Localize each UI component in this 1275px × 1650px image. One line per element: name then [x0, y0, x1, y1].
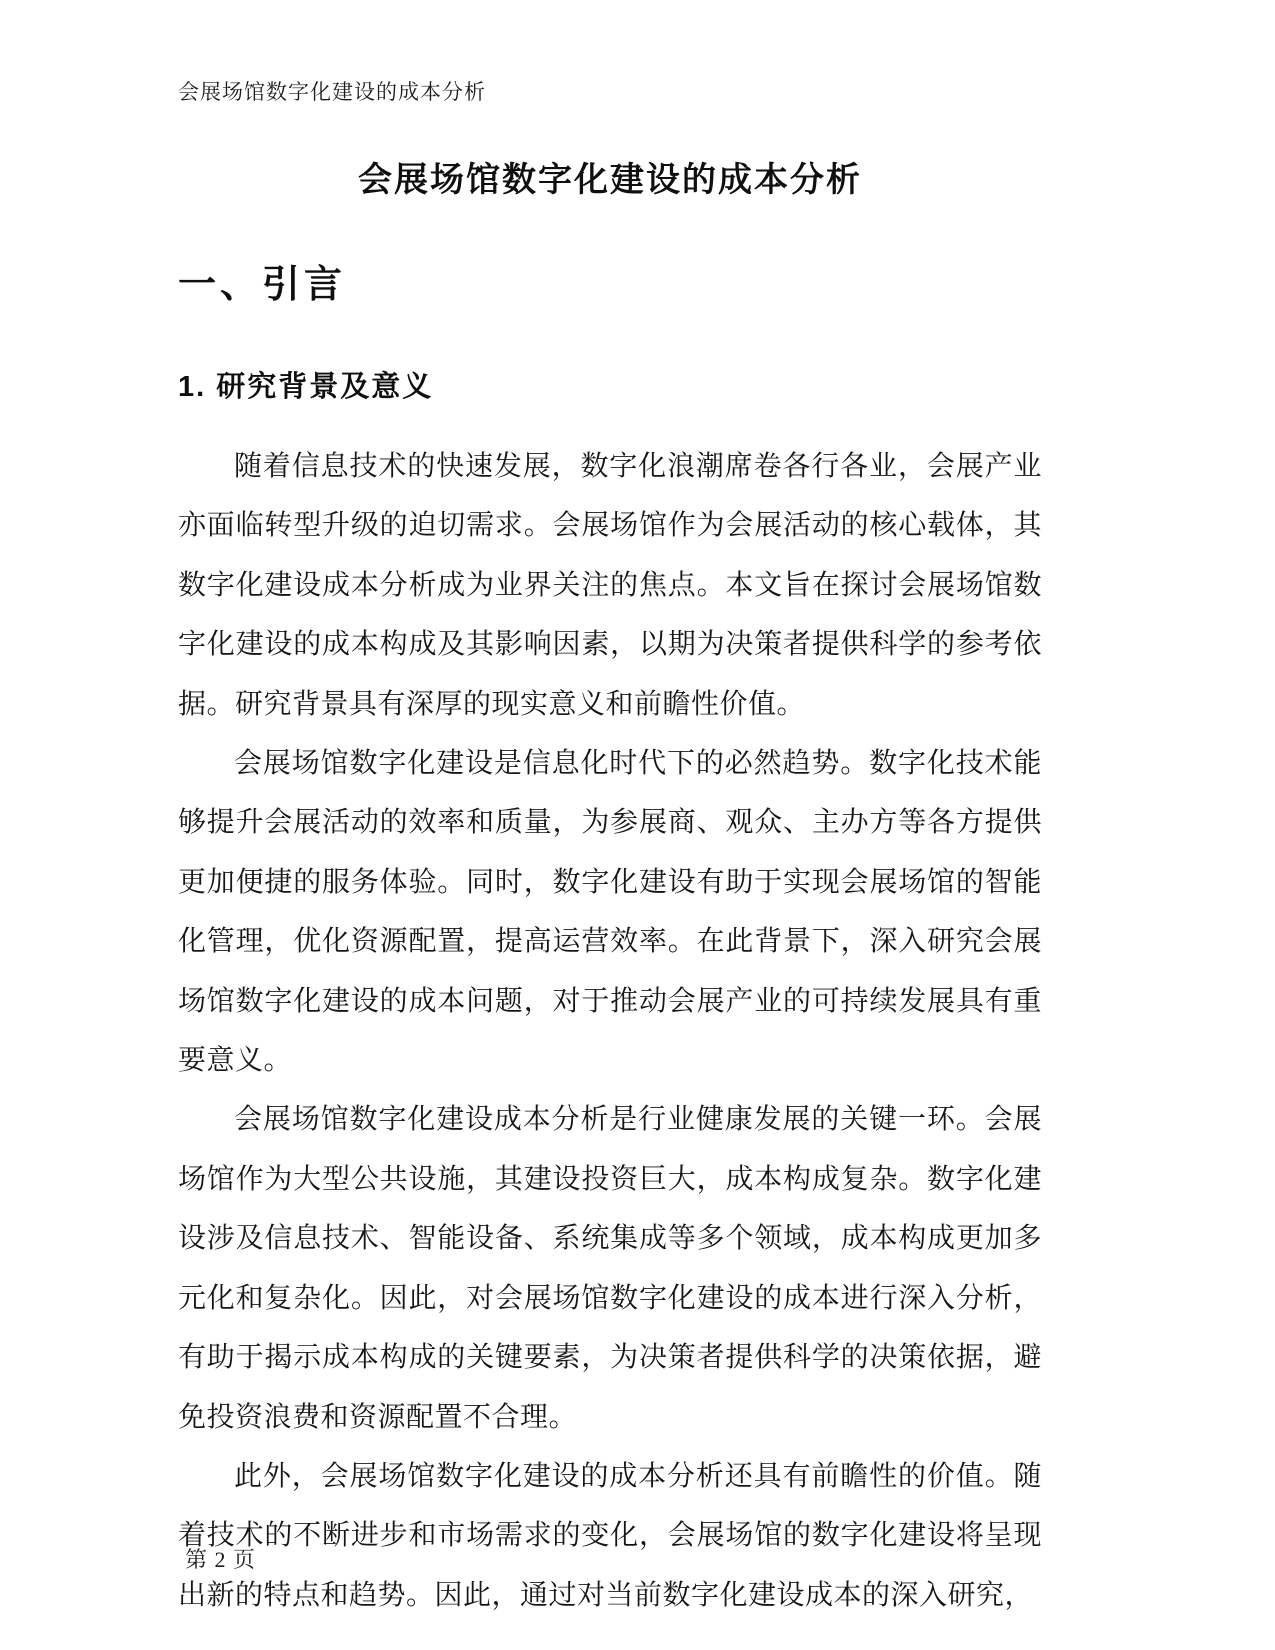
paragraph: 此外，会展场馆数字化建设的成本分析还具有前瞻性的价值。随着技术的不断进步和市场需求的变化，会展场馆的数字化建设将呈现出新的特点和趋势。因此，通过对当前数字化建设成本的深入研究，: [178, 1460, 1042, 1611]
document-title: 会展场馆数字化建设的成本分析: [358, 162, 862, 199]
paragraph: 会展场馆数字化建设是信息化时代下的必然趋势。数字化技术能够提升会展活动的效率和质量，为参展商、观众、主办方等各方提供更加便捷的服务体验。同时，数字化建设有助于实现会展场馆的智能化管理，优化资源配置，提高运营效率。在此背景下，深入研究会展场馆数字化建设的成本问题，对于推动会展产业的可持续发展具有重要意义。: [178, 748, 1042, 1077]
paragraph: 会展场馆数字化建设成本分析是行业健康发展的关键一环。会展场馆作为大型公共设施，其建设投资巨大，成本构成复杂。数字化建设涉及信息技术、智能设备、系统集成等多个领域，成本构成更加多元化和复杂化。因此，对会展场馆数字化建设的成本进行深入分析，有助于揭示成本构成的关键要素，为决策者提供科学的决策依据，避免投资浪费和资源配置不合理。: [178, 1104, 1042, 1433]
running-header: 会展场馆数字化建设的成本分析: [178, 80, 486, 104]
body-text-block: [178, 437, 1042, 1625]
subsection-heading-research-background: 1. 研究背景及意义: [178, 371, 434, 403]
section-heading-introduction: 一、引言: [178, 264, 347, 306]
paragraph: 随着信息技术的快速发展，数字化浪潮席卷各行各业，会展产业亦面临转型升级的迫切需求。会展场馆作为会展活动的核心载体，其数字化建设成本分析成为业界关注的焦点。本文旨在探讨会展场馆数字化建设的成本构成及其影响因素，以期为决策者提供科学的参考依据。研究背景具有深厚的现实意义和前瞻性价值。: [178, 451, 1042, 720]
page-number-footer: 第 2 页: [185, 1547, 257, 1572]
